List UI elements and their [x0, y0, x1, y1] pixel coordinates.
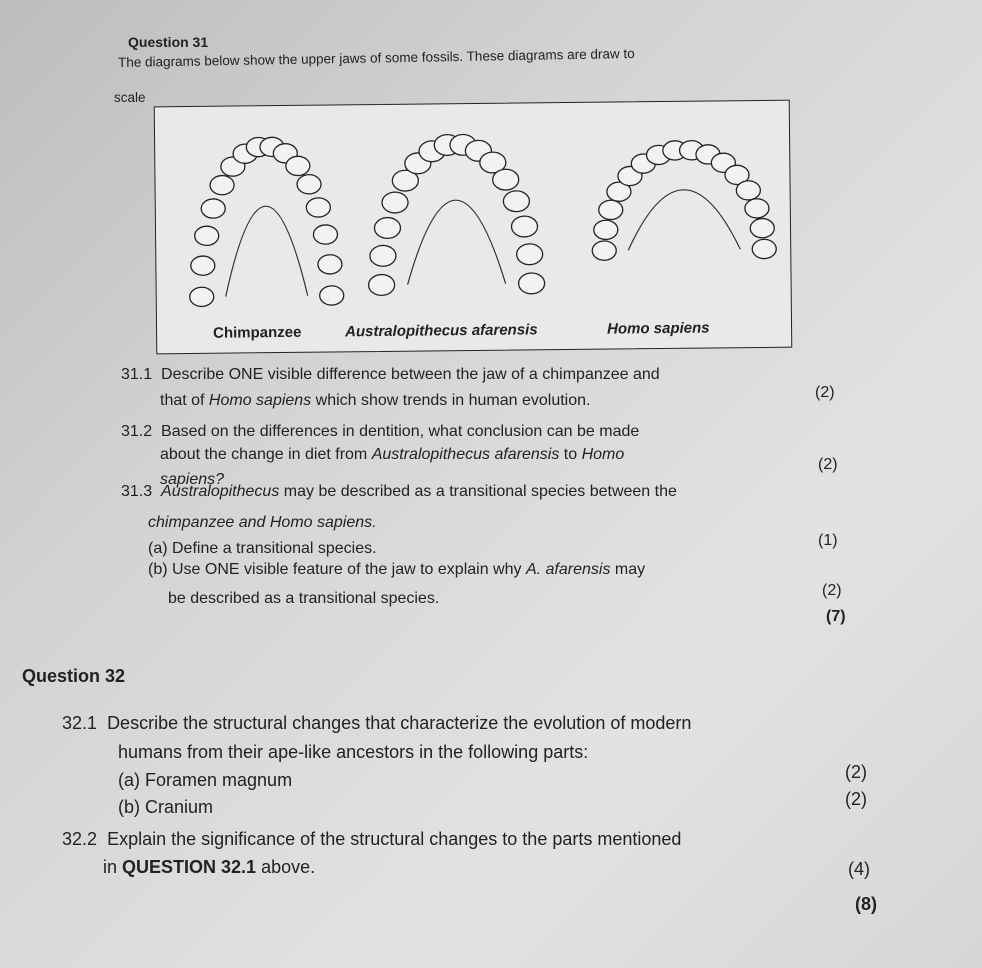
q31-3a: (a) Define a transitional species.	[148, 540, 377, 557]
q32-1-line1: 32.1 Describe the structural changes that characterize the evolution of modern	[62, 713, 692, 733]
jaw-drawings	[155, 101, 792, 354]
q32-total: (8)	[855, 894, 877, 914]
q31-3a-marks: (1)	[818, 532, 838, 549]
q31-3b-marks: (2)	[822, 582, 842, 599]
q32-1a-marks: (2)	[845, 762, 867, 782]
q31-3b-line2: be described as a transitional species.	[168, 590, 440, 607]
q31-1-line2: that of Homo sapiens which show trends in human evolution.	[160, 392, 591, 409]
q31-2-line1: 31.2 Based on the differences in dentition, what conclusion can be made	[121, 423, 640, 440]
jaw-diagrams	[154, 100, 793, 355]
q31-2-marks: (2)	[818, 456, 838, 473]
intro-text: The diagrams below show the upper jaws of some fossils. These diagrams are draw to	[117, 45, 635, 70]
q32-1b: (b) Cranium	[118, 797, 214, 817]
q31-2-line2: about the change in diet from Australopithecus afarensis to Homo	[160, 446, 625, 463]
australopithecus-jaw	[367, 134, 545, 296]
question-31-heading: Question 31	[128, 34, 209, 50]
chimpanzee-jaw	[188, 137, 344, 307]
intro-text-cont: scale	[114, 90, 146, 105]
q31-3-line2: chimpanzee and Homo sapiens.	[148, 514, 377, 531]
q32-1b-marks: (2)	[845, 789, 867, 809]
q31-total: (7)	[826, 608, 846, 625]
label-homo-sapiens: Homo sapiens	[606, 319, 710, 338]
q32-1a: (a) Foramen magnum	[118, 770, 293, 790]
label-australopithecus: Australopithecus afarensis	[345, 321, 538, 341]
q31-2-line3: sapiens?	[160, 471, 225, 488]
homo-sapiens-jaw	[591, 140, 776, 261]
q31-3b: (b) Use ONE visible feature of the jaw to explain why A. afarensis may	[148, 561, 646, 578]
q31-1-line1: 31.1 Describe ONE visible difference between the jaw of a chimpanzee and	[121, 366, 660, 383]
q32-2-marks: (4)	[848, 859, 870, 879]
question-32-heading: Question 32	[22, 666, 126, 686]
q31-3-line1: 31.3 Australopithecus may be described as a transitional species between the	[121, 483, 677, 500]
q32-2-line1: 32.2 Explain the significance of the structural changes to the parts mentioned	[62, 829, 682, 849]
q32-1-line2: humans from their ape-like ancestors in the following parts:	[118, 742, 589, 762]
q32-2-line2: in QUESTION 32.1 above.	[103, 857, 316, 877]
label-chimpanzee: Chimpanzee	[213, 323, 302, 342]
q31-1-marks: (2)	[815, 384, 835, 401]
